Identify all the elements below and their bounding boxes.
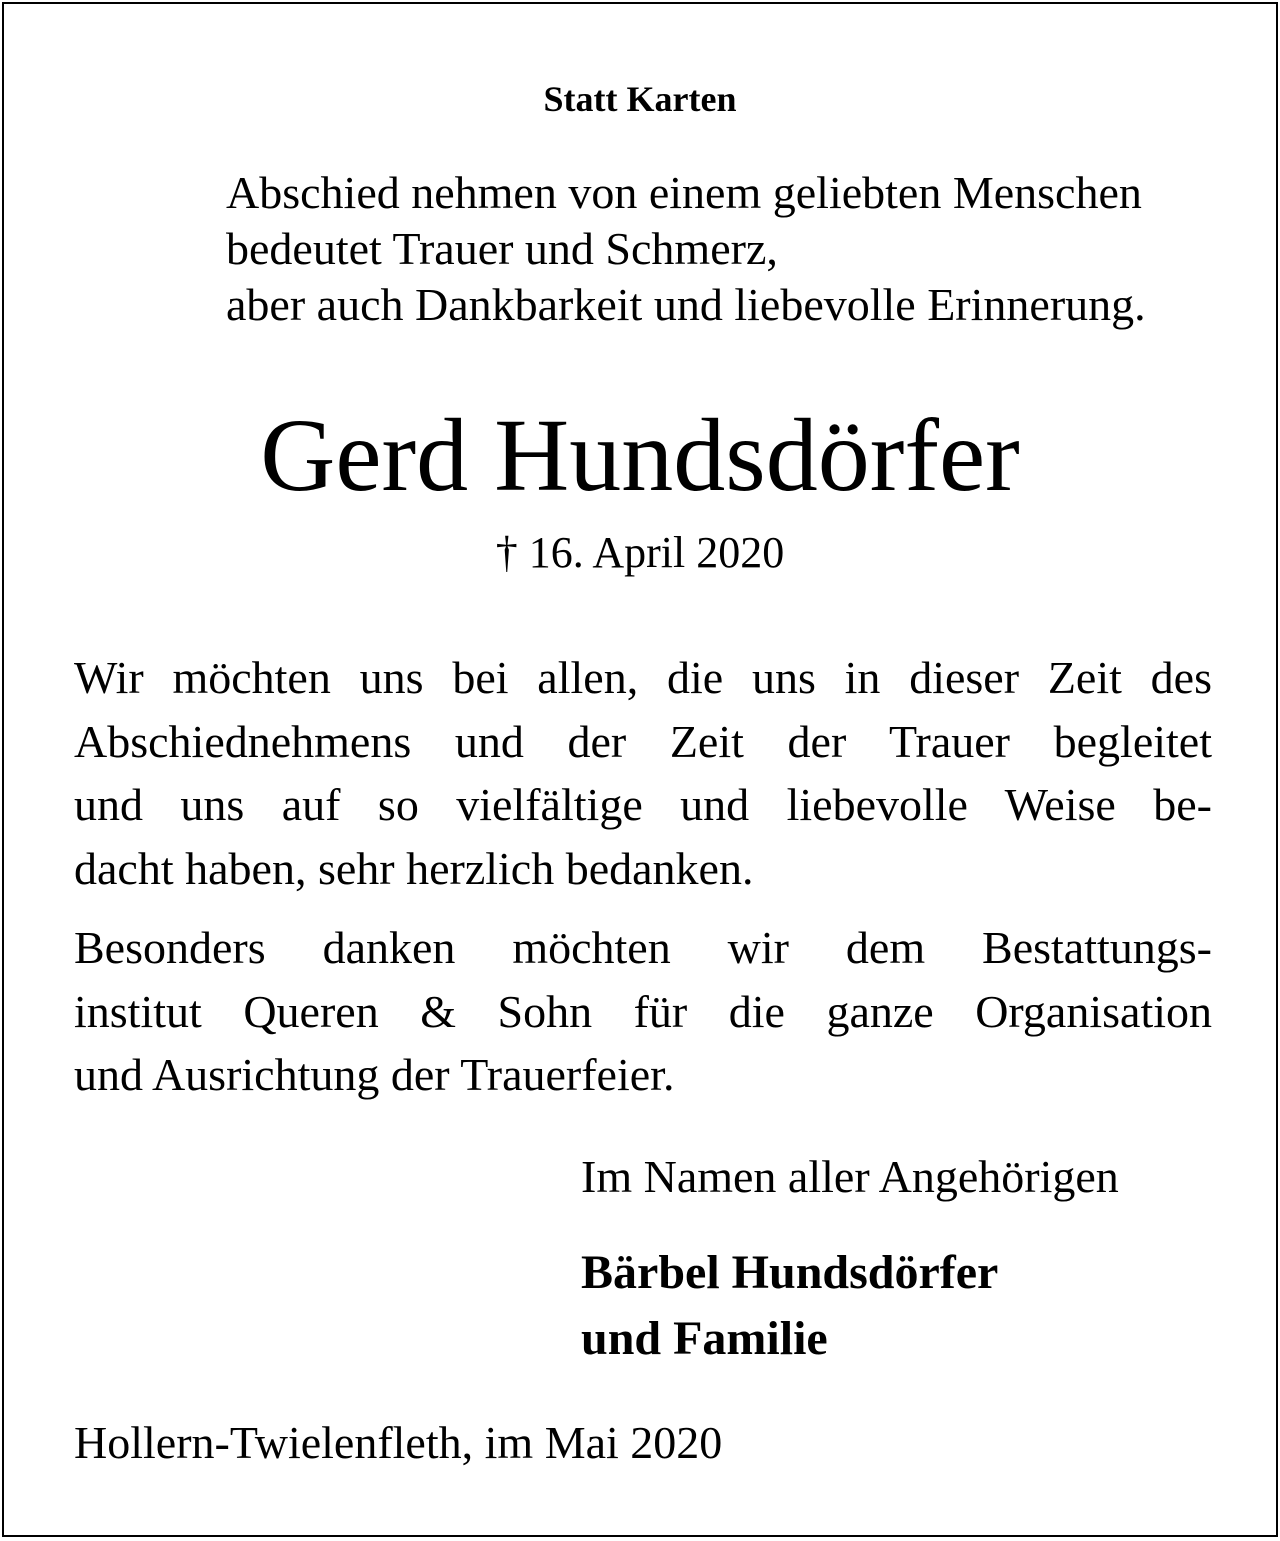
death-date: † 16. April 2020 — [495, 528, 785, 577]
thanks-paragraph — [74, 646, 1212, 900]
paragraph-line: dacht haben, sehr herzlich bedanken. — [74, 842, 754, 894]
signature-name: Bärbel Hundsdörfer — [581, 1246, 999, 1299]
paragraph-line: Wir möchten uns bei allen, die uns in dieser Zeit des — [74, 652, 1212, 703]
special-thanks-paragraph — [74, 916, 1212, 1107]
signature-name: und Familie — [581, 1312, 828, 1365]
quote-line: aber auch Dankbarkeit und liebevolle Erinnerung. — [226, 279, 1146, 330]
paragraph-line: institut Queren & Sohn für die ganze Organisation — [74, 985, 1212, 1037]
paragraph-line: Besonders danken möchten wir dem Bestattungs- — [74, 922, 1212, 973]
header-title: Statt Karten — [543, 79, 737, 119]
obituary-notice — [2, 2, 1278, 1537]
deceased-name: Gerd Hundsdörfer — [260, 398, 1020, 513]
place-and-date: Hollern-Twielenfleth, im Mai 2020 — [74, 1417, 723, 1468]
paragraph-line: und Ausrichtung der Trauerfeier. — [74, 1049, 675, 1100]
quote-line: Abschied nehmen von einem geliebten Menschen — [226, 167, 1142, 218]
paragraph-line: und uns auf so vielfältige und liebevolle Weise be- — [74, 779, 1212, 830]
signature-intro: Im Namen aller Angehörigen — [581, 1151, 1119, 1202]
quote-line: bedeutet Trauer und Schmerz, — [226, 223, 778, 274]
paragraph-line: Abschiednehmens und der Zeit der Trauer begleitet — [74, 715, 1212, 767]
